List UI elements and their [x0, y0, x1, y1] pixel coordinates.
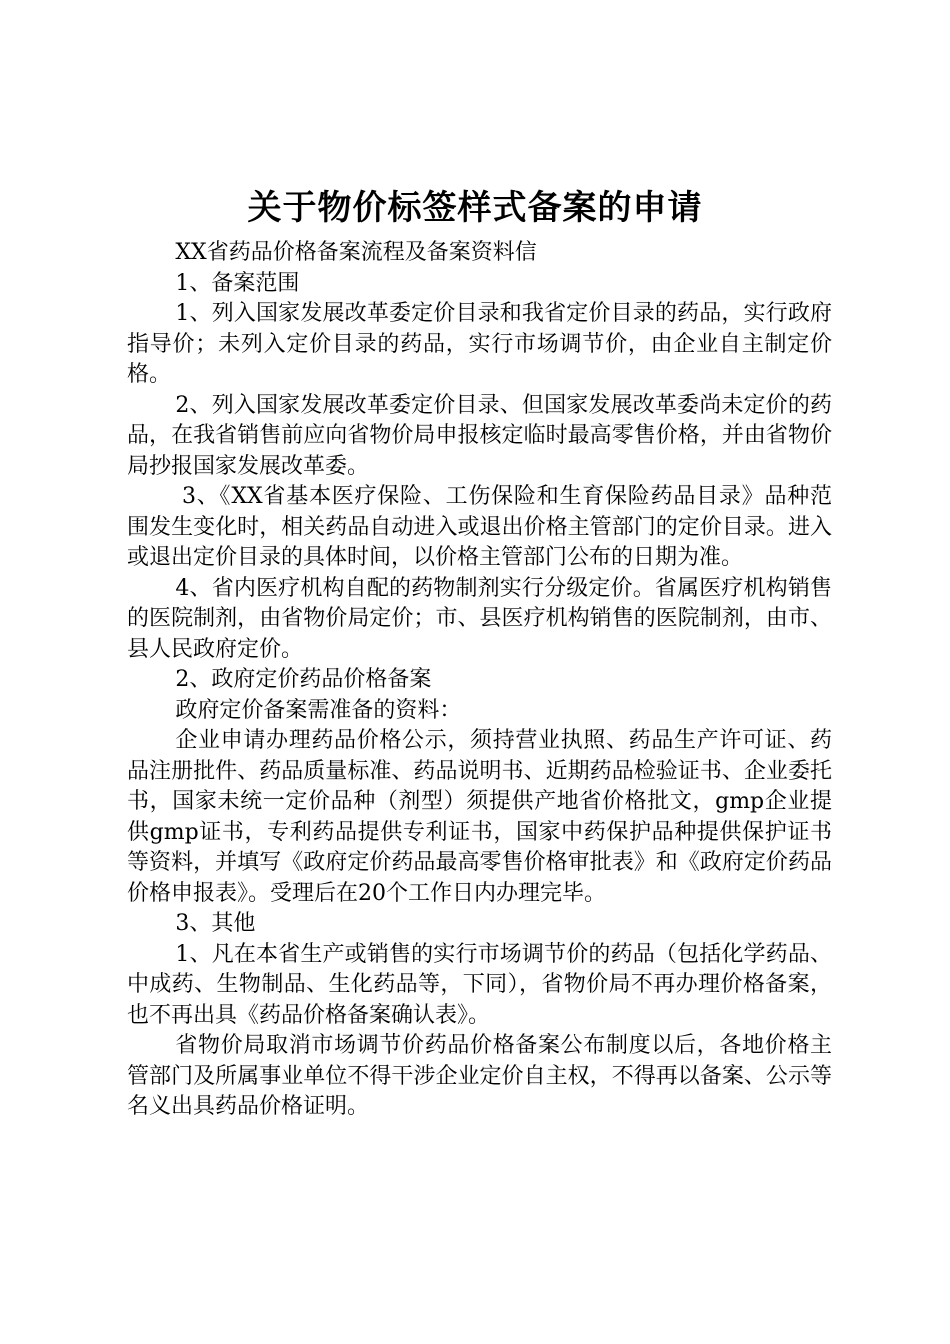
- heading-filing-scope: 1、备案范围: [175, 270, 300, 296]
- heading-government-pricing: 2、政府定价药品价格备案: [175, 667, 432, 692]
- paragraph-scope-1: 1、列入国家发展改革委定价目录和我省定价目录的药品，实行政府指导价；未列入定价目录的药品，实行市场调节价，由企业自主制定价格。: [127, 301, 832, 387]
- paragraph-intro: XX省药品价格备案流程及备案资料信: [175, 240, 537, 265]
- paragraph-required-materials-label: 政府定价备案需准备的资料：: [175, 697, 462, 723]
- paragraph-scope-3: 3、《XX省基本医疗保险、工伤保险和生育保险药品目录》品种范围发生变化时，相关药品自动进入或退出价格主管部门的定价目录。进入或退出定价目录的具体时间，以价格主管部门公布的日期为准。: [127, 484, 832, 570]
- paragraph-required-materials: 企业申请办理药品价格公示，须持营业执照、药品生产许可证、药品注册批件、药品质量标准、药品说明书、近期药品检验证书、企业委托书，国家未统一定价品种（剂型）须提供产地省价格批文，gmp企业提供gmp证书，专利药品提供专利证书，国家中药保护品种提供保护证书等资料，并填写《政府定价药品最高零售价格审批表》和《政府定价药品价格申报表》。受理后在20个工作日内办理完毕。: [127, 728, 832, 906]
- paragraph-scope-4: 4、省内医疗机构自配的药物制剂实行分级定价。省属医疗机构销售的医院制剂，由省物价局定价；市、县医疗机构销售的医院制剂，由市、县人民政府定价。: [127, 575, 832, 662]
- paragraph-other-1: 1、凡在本省生产或销售的实行市场调节价的药品（包括化学药品、中成药、生物制品、生化药品等，下同），省物价局不再办理价格备案，也不再出具《药品价格备案确认表》。: [127, 941, 832, 1028]
- paragraph-other-2: 省物价局取消市场调节价药品价格备案公布制度以后，各地价格主管部门及所属事业单位不得干涉企业定价自主权，不得再以备案、公示等名义出具药品价格证明。: [127, 1033, 832, 1119]
- paragraph-scope-2: 2、列入国家发展改革委定价目录、但国家发展改革委尚未定价的药品，在我省销售前应向省物价局申报核定临时最高零售价格，并由省物价局抄报国家发展改革委。: [127, 392, 832, 479]
- document-body: [127, 238, 832, 1123]
- heading-other: 3、其他: [175, 911, 256, 936]
- document-title: 关于物价标签样式备案的申请: [247, 188, 703, 228]
